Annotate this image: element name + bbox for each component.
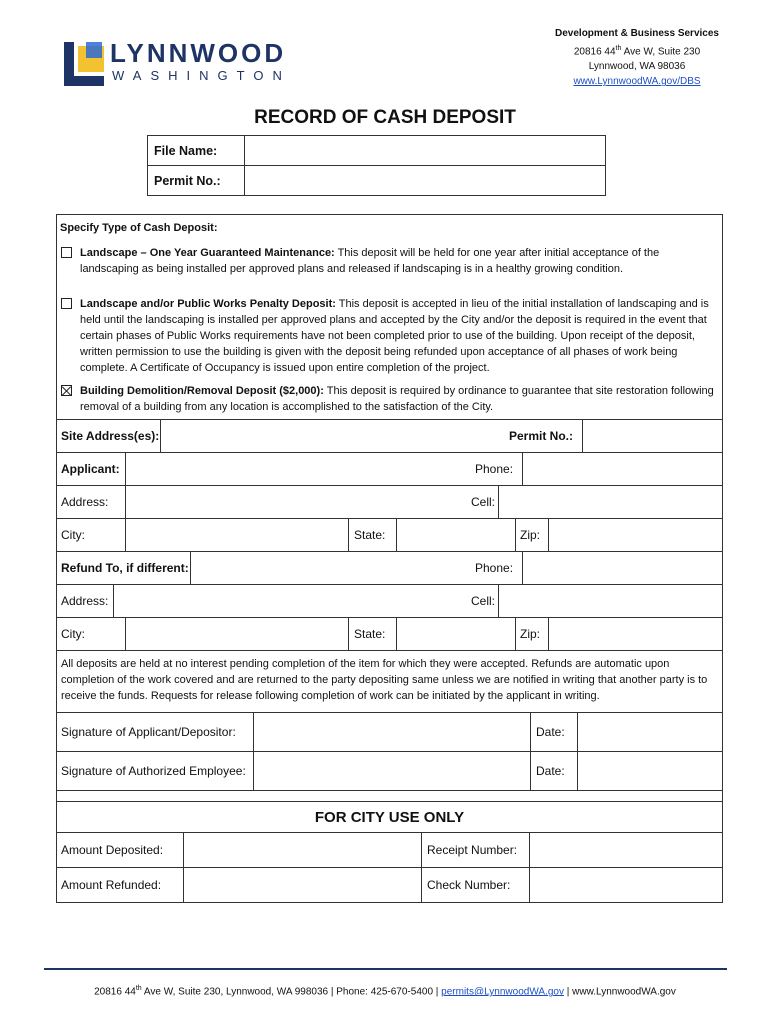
row-applicant xyxy=(56,452,723,485)
city-field[interactable] xyxy=(125,519,349,551)
sig-employee-label: Signature of Authorized Employee: xyxy=(61,764,246,778)
row-city xyxy=(56,518,723,551)
refund-zip-field[interactable] xyxy=(548,618,723,650)
sig-applicant-date-label: Date: xyxy=(536,725,565,739)
checkbox-demolition-deposit[interactable] xyxy=(61,385,72,396)
row-address xyxy=(56,485,723,518)
state-field[interactable] xyxy=(396,519,516,551)
permit-no-field-2[interactable] xyxy=(582,420,723,452)
file-name-field[interactable] xyxy=(245,136,606,166)
sig-employee-date-label: Date: xyxy=(536,764,565,778)
header-address xyxy=(552,26,722,89)
refund-city-label: City: xyxy=(61,627,85,641)
city-use-heading: FOR CITY USE ONLY xyxy=(56,801,723,833)
amount-deposited-label: Amount Deposited: xyxy=(61,843,164,857)
file-permit-table xyxy=(147,135,606,196)
amount-refunded-field[interactable] xyxy=(183,868,422,902)
cell-field[interactable] xyxy=(498,486,723,518)
phone-field[interactable] xyxy=(522,453,723,485)
option-penalty-deposit: Landscape and/or Public Works Penalty Deposit: This deposit is accepted in lieu of the initial installation of landscaping and is held until the landscaping is installed per approved plans and accepted by the City and/or the deposit is required in the event that certain phases of Public Works requirements have not been completed prior to use of the building. Upon receipt of the deposit, written permission to use the building is given with the deposit being refunded upon acceptance of all phases of work being complete. A Certificate of Occupancy is issued upon entire completion of the project. xyxy=(61,296,717,376)
address-label: Address: xyxy=(61,495,109,509)
row-sig-divider xyxy=(56,790,723,791)
permit-no-label-2: Permit No.: xyxy=(509,429,574,443)
refund-phone-label: Phone: xyxy=(475,561,514,575)
refund-to-label: Refund To, if different: xyxy=(61,561,189,575)
lynnwood-logo-mark xyxy=(64,42,114,86)
address-field[interactable] xyxy=(125,486,498,518)
refund-phone-field[interactable] xyxy=(522,552,723,584)
street-address: 20816 44th Ave W, Suite 230 xyxy=(573,45,701,58)
applicant-label: Applicant: xyxy=(61,462,120,476)
refund-city-field[interactable] xyxy=(125,618,349,650)
row-amount-deposited xyxy=(56,833,723,868)
sig-employee-field[interactable] xyxy=(253,752,531,790)
option-demolition-deposit: Building Demolition/Removal Deposit ($2,000): This deposit is required by ordinance to guarantee that site restoration following removal of a building from any location is accomplished to the satisfaction of the City. xyxy=(61,383,717,415)
phone-label: Phone: xyxy=(475,462,514,476)
applicant-field[interactable] xyxy=(125,453,522,485)
refund-state-field[interactable] xyxy=(396,618,516,650)
specify-deposit-type: Specify Type of Cash Deposit: xyxy=(60,222,218,234)
check-number-label: Check Number: xyxy=(427,878,511,892)
logo-word-lynnwood: LYNNWOOD xyxy=(110,38,287,68)
row-site-address xyxy=(56,419,723,452)
site-address-label: Site Address(es): xyxy=(61,429,160,443)
permit-no-field[interactable] xyxy=(245,166,606,196)
checkbox-landscape-maintenance[interactable] xyxy=(61,247,72,258)
refund-cell-field[interactable] xyxy=(498,585,723,617)
row-sig-applicant xyxy=(56,712,723,751)
receipt-number-field[interactable] xyxy=(529,833,723,867)
checkbox-penalty-deposit[interactable] xyxy=(61,298,72,309)
row-refund-address xyxy=(56,584,723,617)
row-refund-to xyxy=(56,551,723,584)
logo-word-washington: WASHINGTON xyxy=(112,68,291,83)
sig-employee-date-field[interactable] xyxy=(577,752,723,790)
refund-state-label: State: xyxy=(354,627,386,641)
row-refund-city xyxy=(56,617,723,650)
permit-no-label: Permit No.: xyxy=(148,166,245,196)
cell-label: Cell: xyxy=(471,495,496,509)
row-divider xyxy=(56,650,723,651)
amount-deposited-field[interactable] xyxy=(183,833,422,867)
deposit-terms-note: All deposits are held at no interest pending completion of the item for which they were accepted. Refunds are automatic upon completion of the work covered and are returned to the party depositing same unless we are notified in writing that another party is to receive the funds. Requests for release following completion of work can be initiated by the applicant in writing. xyxy=(61,658,708,702)
sig-applicant-field[interactable] xyxy=(253,713,531,751)
sig-applicant-label: Signature of Applicant/Depositor: xyxy=(61,725,236,739)
option-landscape-maintenance: Landscape – One Year Guaranteed Maintenance: This deposit will be held for one year after initial acceptance of the landscaping as being installed per approved plans and released if landscaping is in a healthy growing condition. xyxy=(61,245,717,277)
check-number-field[interactable] xyxy=(529,868,723,902)
permits-email-link[interactable]: permits@LynnwoodWA.gov xyxy=(441,986,564,998)
footer-contact: 20816 44th Ave W, Suite 230, Lynnwood, WA 998036 | Phone: 425-670-5400 | permits@LynnwoodWA.gov | www.LynnwoodWA.gov xyxy=(94,985,676,998)
state-label: State: xyxy=(354,528,386,542)
footer-divider xyxy=(44,968,727,970)
city-label: City: xyxy=(61,528,85,542)
row-sig-employee xyxy=(56,751,723,790)
site-address-field[interactable] xyxy=(160,420,558,452)
zip-label: Zip: xyxy=(520,528,541,542)
refund-address-label: Address: xyxy=(61,594,109,608)
row-amount-refunded xyxy=(56,868,723,903)
city-line: Lynnwood, WA 98036 xyxy=(588,61,686,73)
refund-cell-label: Cell: xyxy=(471,594,496,608)
refund-zip-label: Zip: xyxy=(520,627,541,641)
amount-refunded-label: Amount Refunded: xyxy=(61,878,162,892)
sig-applicant-date-field[interactable] xyxy=(577,713,723,751)
refund-address-field[interactable] xyxy=(113,585,498,617)
zip-field[interactable] xyxy=(548,519,723,551)
dbs-link[interactable]: www.LynnwoodWA.gov/DBS xyxy=(573,76,701,88)
dept-name: Development & Business Services xyxy=(555,28,719,39)
file-name-label: File Name: xyxy=(148,136,245,166)
page-title: RECORD OF CASH DEPOSIT xyxy=(254,107,516,128)
receipt-number-label: Receipt Number: xyxy=(427,843,518,857)
